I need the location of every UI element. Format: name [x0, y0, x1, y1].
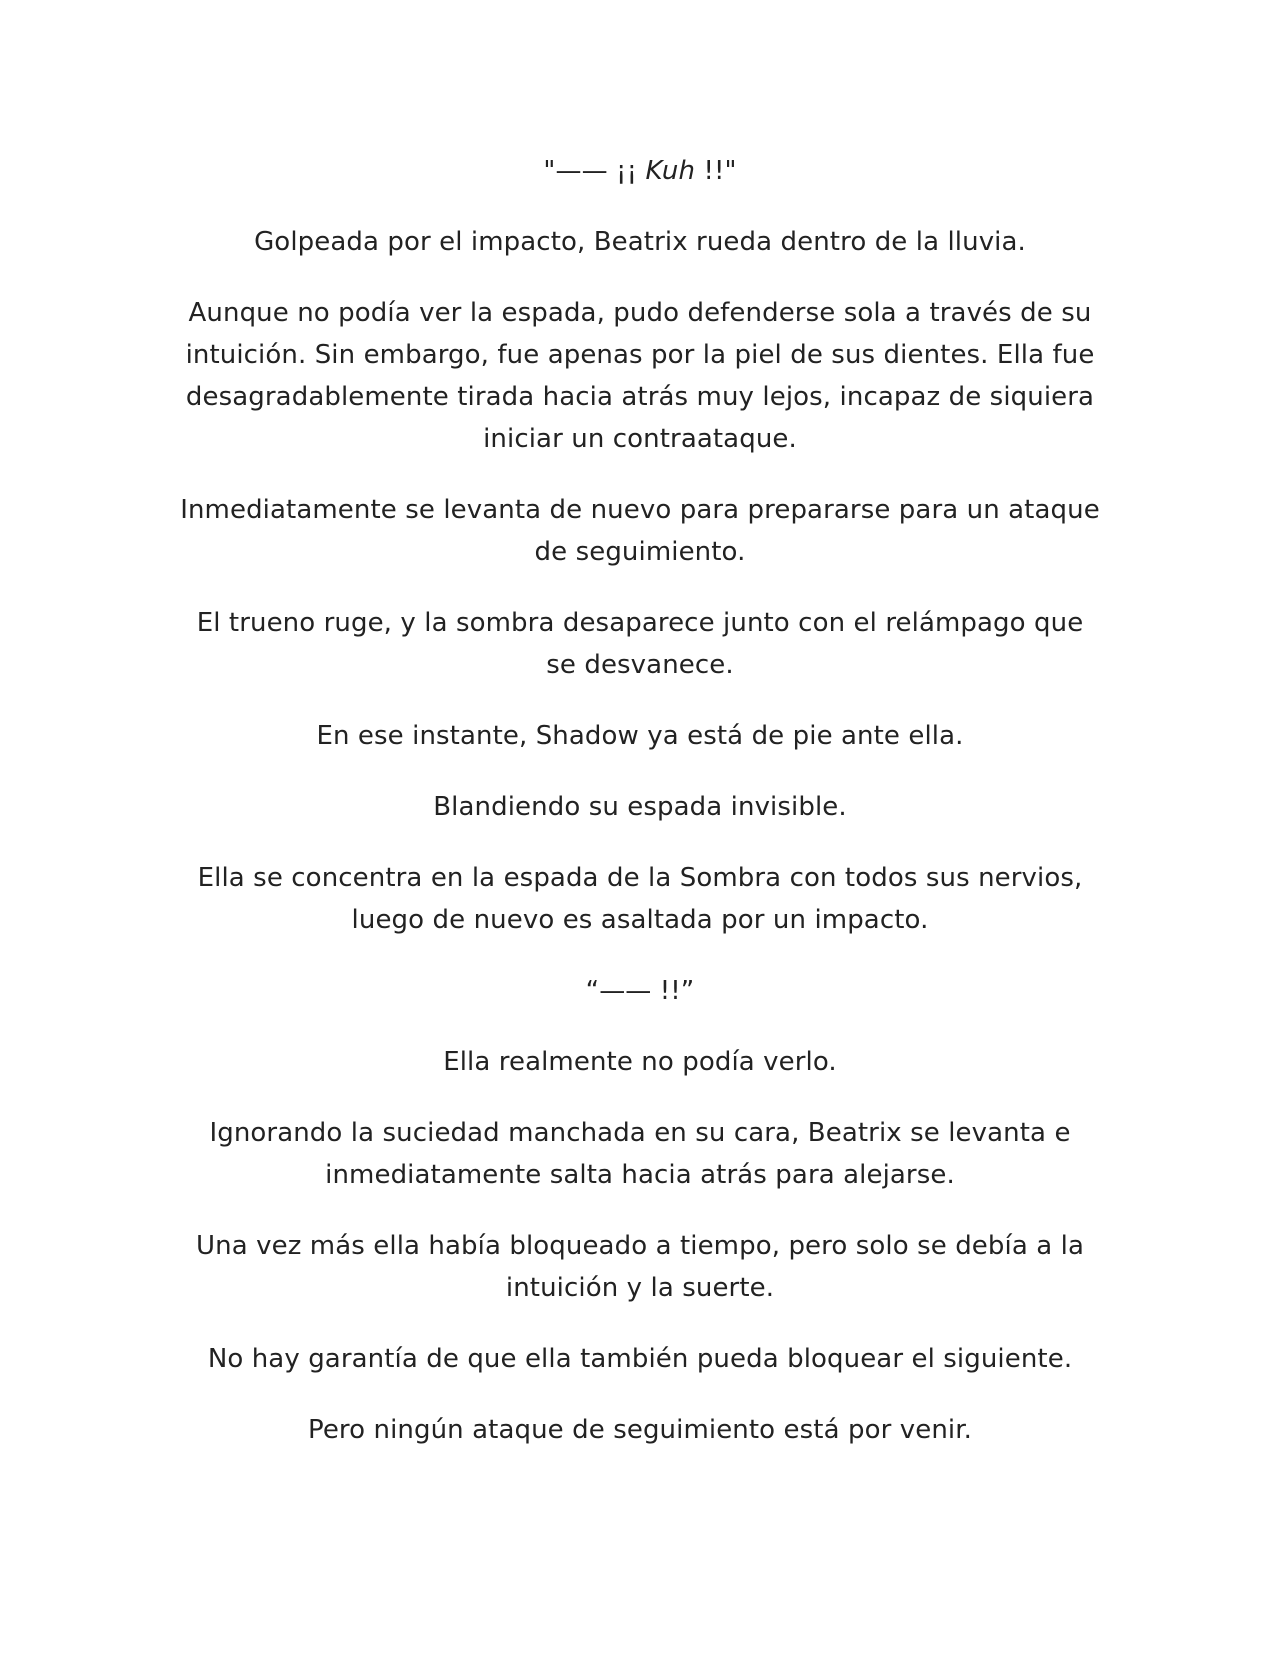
paragraph: Una vez más ella había bloqueado a tiempo, pero solo se debía a la intuición y la suerte. — [196, 1231, 1084, 1303]
paragraph: Ella realmente no podía verlo. — [443, 1047, 837, 1077]
paragraph: No hay garantía de que ella también pueda bloquear el siguiente. — [207, 1344, 1073, 1374]
paragraph: Blandiendo su espada invisible. — [433, 792, 847, 822]
dialogue-emphasis: Kuh — [645, 156, 696, 186]
paragraph: Pero ningún ataque de seguimiento está por venir. — [307, 1415, 972, 1445]
dialogue-line: “—— !!” — [585, 976, 695, 1006]
dialogue-suffix: !!" — [695, 156, 737, 186]
dialogue-line — [180, 150, 1100, 192]
paragraph: En ese instante, Shadow ya está de pie ante ella. — [316, 721, 964, 751]
paragraph: Ignorando la suciedad manchada en su cara, Beatrix se levanta e inmediatamente salta hacia atrás para alejarse. — [209, 1118, 1071, 1190]
paragraph: Inmediatamente se levanta de nuevo para prepararse para un ataque de seguimiento. — [180, 495, 1100, 567]
paragraph: Ella se concentra en la espada de la Sombra con todos sus nervios, luego de nuevo es asaltada por un impacto. — [197, 863, 1083, 935]
document-body — [180, 150, 1100, 1480]
paragraph: Golpeada por el impacto, Beatrix rueda dentro de la lluvia. — [254, 227, 1026, 257]
paragraph: El trueno ruge, y la sombra desaparece junto con el relámpago que se desvanece. — [196, 608, 1084, 680]
dialogue-prefix: "—— ¡¡ — [543, 156, 646, 186]
paragraph: Aunque no podía ver la espada, pudo defenderse sola a través de su intuición. Sin embargo, fue apenas por la piel de sus dientes. Ella fue desagradablemente tirada hacia atrás muy lejos, incapaz de siquiera iniciar un contraataque. — [185, 298, 1095, 454]
